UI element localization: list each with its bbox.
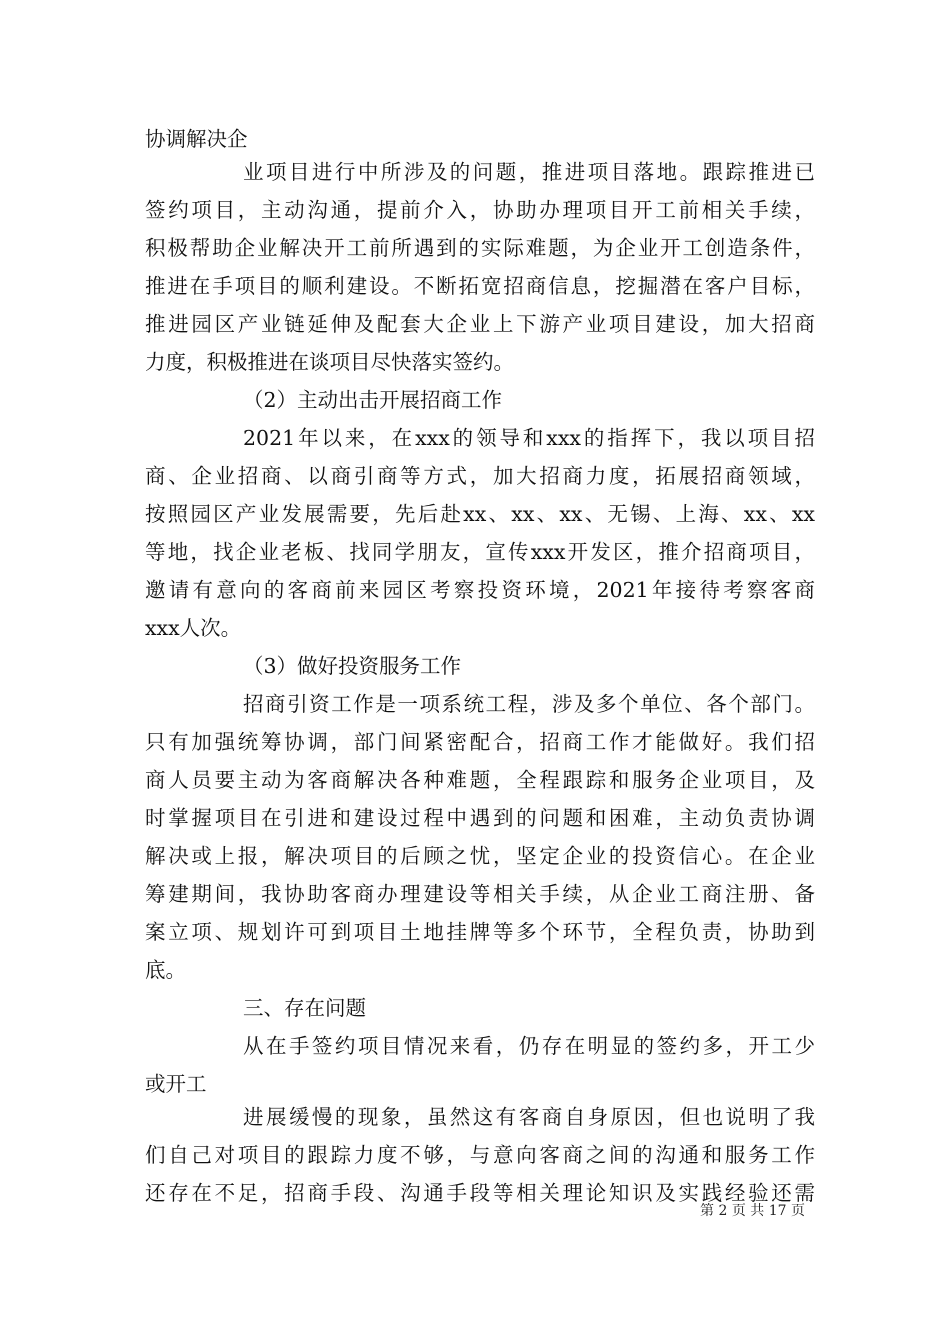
text-line: 还存在不足，招商手段、沟通手段等相关理论知识及实践经验还需 [145,1181,815,1205]
text-line: 推进在手项目的顺利建设。不断拓宽招商信息，挖掘潜在客户目标， [145,274,815,298]
text-line: 只有加强统筹协调，部门间紧密配合，招商工作才能做好。我们招 [145,730,815,754]
text-line: 案立项、规划许可到项目土地挂牌等多个环节，全程负责，协助到 [145,920,815,944]
text-line: 底。 [145,958,186,982]
text-line: xxx人次。 [145,616,242,640]
text-line: 签约项目，主动沟通，提前介入，协助办理项目开工前相关手续， [145,198,815,222]
text-line: 筹建期间，我协助客商办理建设等相关手续，从企业工商注册、备 [145,882,815,906]
text-line: 解决或上报，解决项目的后顾之忧，坚定企业的投资信心。在企业 [145,844,815,868]
paragraph-first-line: 招商引资工作是一项系统工程，涉及多个单位、各个部门。 [243,692,815,716]
page-number-footer: 第 2 页 共 17 页 [700,1203,805,1219]
text-line: 邀请有意向的客商前来园区考察投资环境，2021年接待考察客商 [145,578,815,602]
section-heading: 三、存在问题 [243,996,366,1020]
text-line: 商人员要主动为客商解决各种难题，全程跟踪和服务企业项目，及 [145,768,815,792]
text-line: 协调解决企 [145,127,248,151]
paragraph-first-line: 2021年以来，在xxx的领导和xxx的指挥下，我以项目招 [243,426,815,450]
text-line: 推进园区产业链延伸及配套大企业上下游产业项目建设，加大招商 [145,312,815,336]
text-line: 等地，找企业老板、找同学朋友，宣传xxx开发区，推介招商项目， [145,540,815,564]
text-line: 积极帮助企业解决开工前所遇到的实际难题，为企业开工创造条件， [145,236,815,260]
text-line: 按照园区产业发展需要，先后赴xx、xx、xx、无锡、上海、xx、xx [145,502,815,526]
paragraph-first-line: 业项目进行中所涉及的问题，推进项目落地。跟踪推进已 [243,160,815,184]
section-heading: （2）主动出击开展招商工作 [243,388,503,412]
text-line: 时掌握项目在引进和建设过程中遇到的问题和困难，主动负责协调 [145,806,815,830]
text-line: 力度，积极推进在谈项目尽快落实签约。 [145,350,514,374]
text-line: 商、企业招商、以商引商等方式，加大招商力度，拓展招商领域， [145,464,815,488]
paragraph-first-line: 进展缓慢的现象，虽然这有客商自身原因，但也说明了我 [243,1105,815,1129]
paragraph-first-line: 从在手签约项目情况来看，仍存在明显的签约多，开工少 [243,1034,815,1058]
text-line: 们自己对项目的跟踪力度不够，与意向客商之间的沟通和服务工作 [145,1143,815,1167]
text-line: 或开工 [145,1072,207,1096]
section-heading: （3）做好投资服务工作 [243,654,462,678]
